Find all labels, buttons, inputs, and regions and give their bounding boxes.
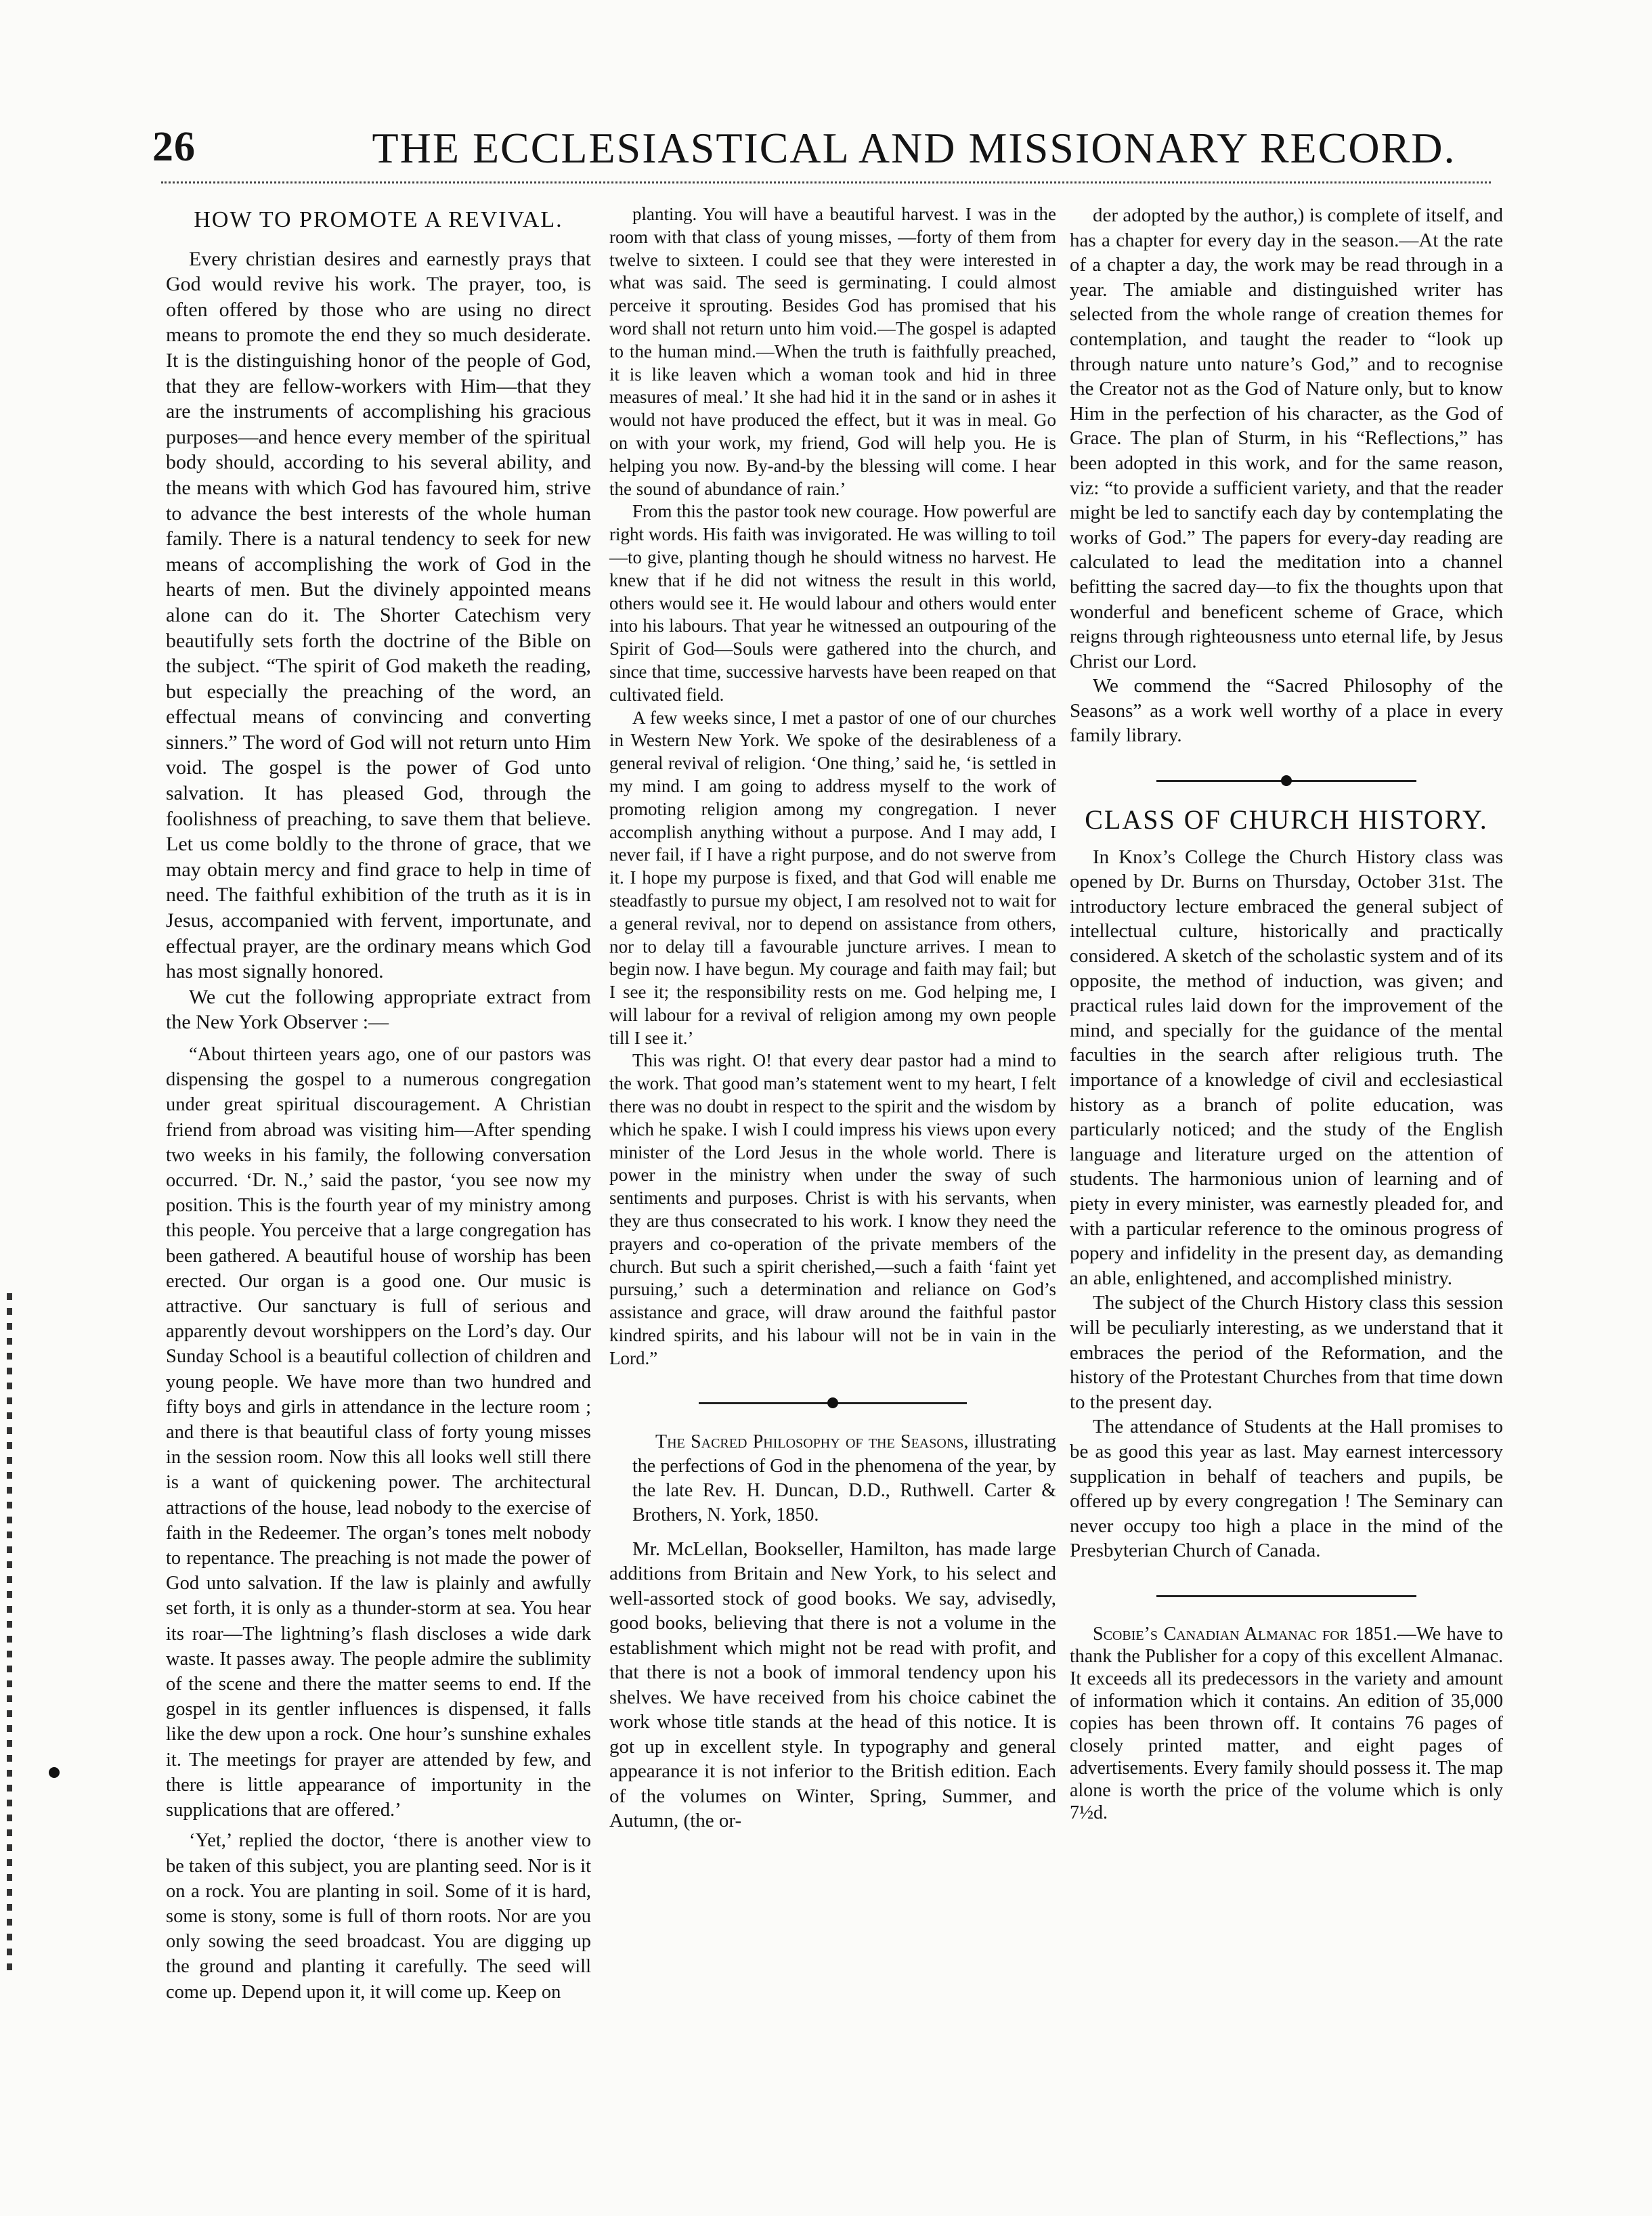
almanac-text: —We have to thank the Publisher for a copy of this excellent Almanac. It exceeds all its predecessors in the variety and amount of information which it contains. An edition of 35,000 copies has been thrown off. It contains 76 pages of closely printed matter, and eight pages of advertisements. Every family should possess it. The map alone is worth the price of the volume which is only 7½d. — [1070, 1623, 1503, 1823]
book-review-heading — [609, 1430, 1056, 1527]
margin-scan-mark — [7, 1293, 12, 1970]
running-title: THE ECCLESIASTICAL AND MISSIONARY RECORD. — [372, 124, 1456, 172]
col2-paragraph-1: planting. You will have a beautiful harvest. I was in the room with that class of young misses, —forty of them from twelve to sixteen. I could see that they were interested in what was said. The seed is germinating. I could almost perceive it sprouting. Besides God has promised that his word shall not return unto him void.—The gospel is adapted to the human mind.—When the truth is faithfully preached, it is like leaven which a woman took and hid in three measures of meal.’ It she had hid it in the sand or in ashes it would not have produced the effect, but it was in meal. Go on with your work, my friend, God will help you. He is helping you now. By-and-by the blessing will come. I hear the sound of abundance of rain.’ — [609, 204, 1056, 499]
column-1 — [166, 203, 591, 2005]
section-divider-3 — [1070, 1582, 1503, 1611]
almanac-title: Scobie’s Canadian Almanac for 1851. — [1093, 1623, 1397, 1645]
revival-paragraph-1: Every christian desires and earnestly prays that God would revive his work. The prayer, too, is often offered by those who are using no direct means to promote the end they so much desiderate. It is the distinguishing honor of the people of God, that they are fellow-workers with Him—that they are the instruments of accomplishing his gracious purposes—and hence every member of the spiritual body should, according to his several ability, and the means with which God has favoured him, strive to advance the best interests of the whole human family. There is a natural tendency to seek for new means of accomplishing the work of God in the hearts of men. But the divinely appointed means alone can do it. The Shorter Catechism very beautifully sets forth the doctrine of the Bible on the subject. “The spirit of God maketh the reading, but especially the preaching of the word, an effectual means of convincing and converting sinners.” The word of God will not return unto Him void. The gospel is the power of God unto salvation. It has pleased God, through the foolishness of preaching, to save them that believe. Let us come boldly to the throne of grace, that we may obtain mercy and find grace to help in time of need. The faithful exhibition of the truth as it is in Jesus, accompanied with fervent, importunate, and effectual prayer, are the ordinary means which God has most signally honored. — [166, 247, 591, 983]
revival-extract-1: “About thirteen years ago, one of our pastors was dispensing the gospel to a numerous congregation under great spiritual discouragement. A Christian friend from abroad was visiting him—After spending two weeks in his family, the following conversation occurred. ‘Dr. N.,’ said the pastor, ‘you see now my position. This is the fourth year of my ministry among this people. You perceive that a large congregation has been gathered. A beautiful house of worship has been erected. Our organ is a good one. Our music is attractive. Our sanctuary is full of serious and apparently devout worshippers on the Lord’s day. Our Sunday School is a beautiful collection of children and young people. We have more than two hundred and fifty boys and girls in attendance in the lecture room ; and there is that beautiful class of forty young misses in the session room. Now this all looks well still there is a want of quickening power. The architectural attractions of the house, lead nobody to the exercise of faith in the Redeemer. The organ’s tones melt nobody to repentance. The preaching is not made the power of God unto salvation. If the law is plainly and awfully set forth, it is only as a thunder-storm at sea. You hear its roar—The lightning’s flash discloses a wide dark waste. It passes away. The people admire the sublimity of the scene and there the matter seems to end. If the gospel in its gentler influences is dispensed, it falls like the dew upon a rock. One hour’s sunshine exhales it. The meetings for prayer are attended by few, and there is little appearance of importunity in the supplications that are offered.’ — [166, 1044, 591, 1821]
revival-extract-2: ‘Yet,’ replied the doctor, ‘there is another view to be taken of this subject, you are planting seed. Nor is it on a rock. You are planting in soil. Some of it is hard, some is stony, some is full of thorn roots. Nor are you only sowing the seed broadcast. You are digging up the ground and planting it carefully. The seed will come up. Depend upon it, it will come up. Keep on — [166, 1830, 591, 2003]
page-header — [152, 123, 1493, 177]
col2-paragraph-3: A few weeks since, I met a pastor of one of our churches in Western New York. We spoke of the desirableness of a general revival of religion. ‘One thing,’ said he, ‘is settled in my mind. I am going to address myself to the work of promoting religion among my congregation. I never accomplish anything without a purpose. And I may add, I never fail, if I have a right purpose, and do not swerve from it. I hope my purpose is fixed, and that God will enable me steadfastly to pursue my object, I am resolved not to wait for a general revival, nor to depend on assistance from others, nor to delay till a favourable juncture arrives. I mean to begin now. I have begun. My courage and faith may fail; but I see it; the responsibility rests on me. God helping me, I will labour for a revival of religion among my own people till I see it.’ — [609, 707, 1056, 1048]
section-divider — [609, 1389, 1056, 1418]
book-review-paragraph: Mr. McLellan, Bookseller, Hamilton, has made large additions from Britain and New York, to his select and well-assorted stock of good books. We say, advisedly, good books, believing that there is not a volume in the establishment which might not be read with profit, and that there is not a book of immoral tendency upon his shelves. We have received from his choice cabinet the work whose title stands at the head of this notice. It is got up in excellent style. In typography and general appearance it is not inferior to the British edition. Each of the volumes on Winter, Spring, Summer, and Autumn, (the or- — [609, 1538, 1056, 1832]
column-2 — [609, 203, 1056, 1833]
church-history-paragraph-3: The attendance of Students at the Hall promises to be as good this year as last. May earnest intercessory supplication in behalf of teachers and pupils, be offered up by every congregation ! The Seminary can never occupy too high a place in the mind of the Presbyterian Church of Canada. — [1070, 1416, 1503, 1562]
col2-paragraph-2: From this the pastor took new courage. How powerful are right words. His faith was invigorated. He was willing to toil—to give, planting though he should witness no harvest. He knew that if he did not witness the result in this world, others would see it. He would labour and others would enter into his labours. That year he witnessed an outpouring of the Spirit of God—Souls were gathered into the church, and since that time, successive harvests have been reaped on that cultivated field. — [609, 501, 1056, 705]
church-history-paragraph-2: The subject of the Church History class this session will be peculiarly interesting, as we understand that it embraces the period of the Reformation, and the history of the Protestant Churches from that time down to the present day. — [1070, 1292, 1503, 1413]
revival-paragraph-2: We cut the following appropriate extract from the New York Observer :— — [166, 985, 591, 1034]
section-divider-2 — [1070, 767, 1503, 796]
col2-paragraph-4: This was right. O! that every dear pastor had a mind to the work. That good man’s statement went to my heart, I felt there was no doubt in respect to the spirit and the wisdom by which he spake. I wish I could impress his views upon every minister of the Lord Jesus in the whole world. There is power in the ministry when under the sway of such sentiments and purposes. Christ is with his servants, when they are thus consecrated to his work. I know they need the prayers and co-operation of the private members of the church. But such a spirit cherished,—such a faith ‘faint yet pursuing,’ such a determination and reliance on God’s assistance and grace, will draw around the faithful pastor kindred spirits, and his labour will not be in vain in the Lord.” — [609, 1050, 1056, 1368]
col3-paragraph-2: We commend the “Sacred Philosophy of the Seasons” as a work well worthy of a place in every family library. — [1070, 675, 1503, 747]
header-rule — [161, 181, 1491, 183]
margin-dot — [49, 1767, 60, 1778]
column-3 — [1070, 203, 1503, 1824]
church-history-title: CLASS OF CHURCH HISTORY. — [1085, 804, 1488, 835]
revival-title: HOW TO PROMOTE A REVIVAL. — [194, 207, 563, 232]
page-number: 26 — [152, 124, 196, 170]
col3-paragraph-1: der adopted by the author,) is complete of itself, and has a chapter for every day in the season.—At the rate of a chapter a day, the work may be read through in a year. The amiable and distinguished writer has selected from the whole range of creation themes for contemplation, and taught the reader to “look up through nature unto nature’s God,” and to recognise the Creator not as the God of Nature only, but to know Him in the perfection of his character, as the God of Grace. The plan of Sturm, in his “Reflections,” has been adopted in this work, and for the same reason, viz: “to provide a sufficient variety, and that the reader might be led to sanctify each day by contemplating the works of God.” The papers for every-day reading are calculated to lead the meditation into a channel befitting the sacred day—to fix the thoughts upon that wonderful and beneficent scheme of Grace, which reigns through righteousness unto eternal life, by Jesus Christ our Lord. — [1070, 204, 1503, 672]
book-review-details: illustrating the perfections of God in the phenomena of the year, by the late Rev. H. Duncan, D.D., Ruthwell. Carter & Brothers, N. York, 1850. — [632, 1431, 1057, 1525]
book-review-title: The Sacred Philosophy of the Seasons, — [655, 1431, 969, 1452]
church-history-paragraph-1: In Knox’s College the Church History class was opened by Dr. Burns on Thursday, October 31st. The introductory lecture embraced the general subject of intellectual culture, historically and practically considered. A sketch of the scholastic system and of its opposite, the method of induction, was given; and practical rules laid down for the improvement of the mind, and specially for the guidance of the mental faculties in the search after religious truth. The importance of a knowledge of civil and ecclesiastical history as a branch of polite education, was particularly noticed; and the study of the English language and literature urged on the attention of students. The harmonious union of learning and of piety in every minister, was earnestly pleaded for, and with a particular reference to the ominous progress of popery and infidelity in the present day, as demanding an able, enlightened, and accomplished ministry. — [1070, 846, 1503, 1289]
almanac-notice — [1070, 1623, 1503, 1824]
